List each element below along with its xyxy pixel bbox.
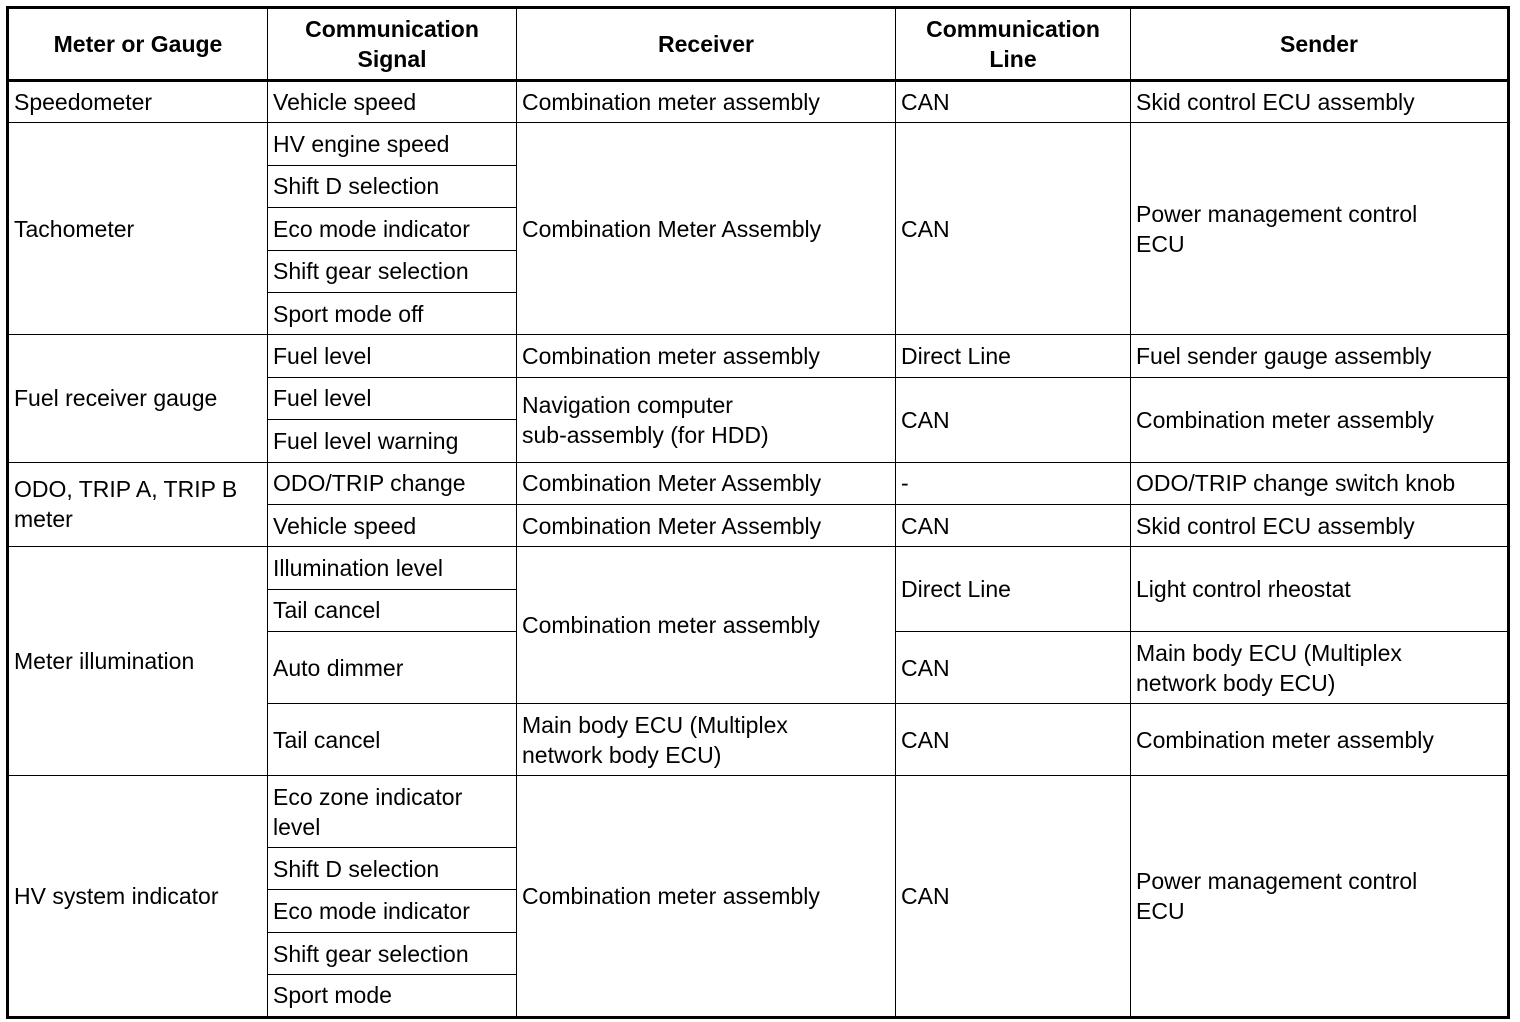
signal-cell: Eco mode indicator xyxy=(268,208,517,250)
meter-communication-table xyxy=(6,6,1510,1019)
sender-cell: Light control rheostat xyxy=(1131,547,1509,632)
signal-cell: Sport mode off xyxy=(268,292,517,334)
header-meter-or-gauge: Meter or Gauge xyxy=(8,8,268,81)
signal-cell: Shift gear selection xyxy=(268,932,517,974)
header-row xyxy=(8,8,1509,81)
table-row xyxy=(8,335,1509,377)
receiver-cell: Combination meter assembly xyxy=(517,547,896,704)
signal-cell: Illumination level xyxy=(268,547,517,589)
table-row xyxy=(8,81,1509,123)
receiver-cell: Combination meter assembly xyxy=(517,81,896,123)
receiver-cell: Combination meter assembly xyxy=(517,776,896,1018)
line-cell: CAN xyxy=(896,632,1131,704)
line-cell: CAN xyxy=(896,81,1131,123)
signal-cell: Tail cancel xyxy=(268,589,517,631)
line-cell: CAN xyxy=(896,377,1131,462)
sender-cell: ODO/TRIP change switch knob xyxy=(1131,462,1509,504)
receiver-cell: Combination meter assembly xyxy=(517,335,896,377)
gauge-cell: ODO, TRIP A, TRIP B meter xyxy=(8,462,268,547)
line-cell: CAN xyxy=(896,123,1131,335)
table-header xyxy=(8,8,1509,81)
sender-cell: Power management control ECU xyxy=(1131,123,1509,335)
signal-cell: Shift D selection xyxy=(268,848,517,890)
sender-cell: Main body ECU (Multiplex network body ECU) xyxy=(1131,632,1509,704)
header-receiver: Receiver xyxy=(517,8,896,81)
gauge-cell: HV system indicator xyxy=(8,776,268,1018)
line-cell: CAN xyxy=(896,504,1131,546)
sender-cell: Combination meter assembly xyxy=(1131,704,1509,776)
receiver-cell: Navigation computer sub-assembly (for HDD) xyxy=(517,377,896,462)
receiver-cell: Main body ECU (Multiplex network body ECU) xyxy=(517,704,896,776)
signal-cell: Fuel level xyxy=(268,377,517,419)
line-cell: CAN xyxy=(896,776,1131,1018)
signal-cell: Shift D selection xyxy=(268,165,517,207)
table-row xyxy=(8,776,1509,848)
signal-cell: Shift gear selection xyxy=(268,250,517,292)
signal-cell: Eco zone indicator level xyxy=(268,776,517,848)
table-body xyxy=(8,81,1509,1018)
line-cell: Direct Line xyxy=(896,547,1131,632)
signal-cell: Sport mode xyxy=(268,975,517,1017)
header-sender: Sender xyxy=(1131,8,1509,81)
line-cell: Direct Line xyxy=(896,335,1131,377)
sender-cell: Skid control ECU assembly xyxy=(1131,504,1509,546)
header-communication-line: Communication Line xyxy=(896,8,1131,81)
gauge-cell: Tachometer xyxy=(8,123,268,335)
signal-cell: Vehicle speed xyxy=(268,81,517,123)
receiver-cell: Combination Meter Assembly xyxy=(517,504,896,546)
gauge-cell: Speedometer xyxy=(8,81,268,123)
signal-cell: Eco mode indicator xyxy=(268,890,517,932)
line-cell: - xyxy=(896,462,1131,504)
sender-cell: Power management control ECU xyxy=(1131,776,1509,1018)
signal-cell: ODO/TRIP change xyxy=(268,462,517,504)
table-row xyxy=(8,547,1509,589)
receiver-cell: Combination Meter Assembly xyxy=(517,462,896,504)
signal-cell: Tail cancel xyxy=(268,704,517,776)
gauge-cell: Fuel receiver gauge xyxy=(8,335,268,462)
receiver-cell: Combination Meter Assembly xyxy=(517,123,896,335)
sender-cell: Fuel sender gauge assembly xyxy=(1131,335,1509,377)
table-row xyxy=(8,462,1509,504)
gauge-cell: Meter illumination xyxy=(8,547,268,776)
signal-cell: HV engine speed xyxy=(268,123,517,165)
sender-cell: Skid control ECU assembly xyxy=(1131,81,1509,123)
signal-cell: Fuel level xyxy=(268,335,517,377)
table-row xyxy=(8,123,1509,165)
sender-cell: Combination meter assembly xyxy=(1131,377,1509,462)
line-cell: CAN xyxy=(896,704,1131,776)
signal-cell: Vehicle speed xyxy=(268,504,517,546)
signal-cell: Fuel level warning xyxy=(268,420,517,462)
header-communication-signal: Communication Signal xyxy=(268,8,517,81)
signal-cell: Auto dimmer xyxy=(268,632,517,704)
